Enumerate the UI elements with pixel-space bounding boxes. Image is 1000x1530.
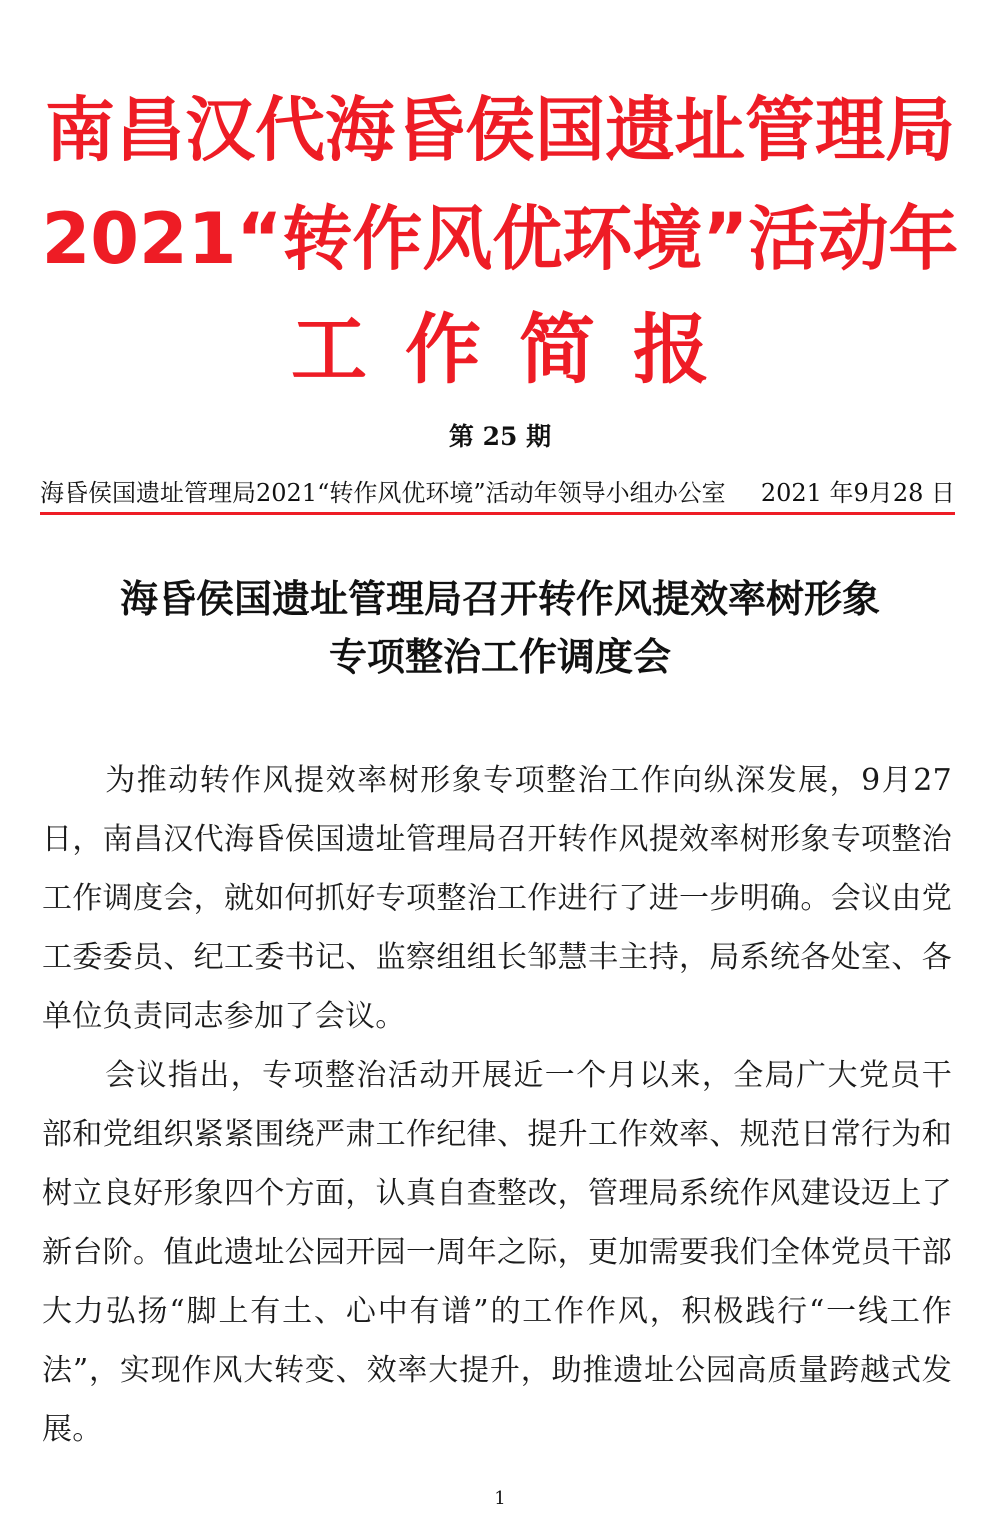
article-paragraph	[42, 751, 952, 1046]
article-title-line2: 专项整治工作调度会	[328, 634, 671, 679]
page-number: 1	[494, 1488, 506, 1509]
article-title-line1: 海昏侯国遗址管理局召开转作风提效率树形象	[119, 576, 880, 621]
header-divider	[40, 512, 955, 515]
issuer-office: 海昏侯国遗址管理局2021“转作风优环境”活动年领导小组办公室	[40, 479, 726, 507]
issuer-row	[40, 474, 955, 512]
masthead-title-line3: 工作简报	[291, 305, 747, 394]
article-paragraph	[42, 1046, 952, 1459]
paragraph-text: 为推动转作风提效率树形象专项整治工作向纵深发展，9月27 日，南昌汉代海昏侯国遗址管理局召开转作风提效率树形象专项整治工作调度会，就如何抓好专项整治工作进行了进一步明确。会议由党工委委员、纪工委书记、监察组组长邹慧丰主持，局系统各处室、各单位负责同志参加了会议。	[42, 763, 952, 1034]
masthead-title-line1: 南昌汉代海昏侯国遗址管理局	[45, 89, 955, 171]
masthead-title-line2: 2021“转作风优环境”活动年	[41, 198, 959, 280]
paragraph-text: 会议指出，专项整治活动开展近一个月以来，全局广大党员干部和党组织紧紧围绕严肃工作纪律、提升工作效率、规范日常行为和树立良好形象四个方面，认真自查整改，管理局系统作风建设迈上了新台阶。值此遗址公园开园一周年之际，更加需要我们全体党员干部大力弘扬“脚上有土、心中有谱”的工作作风，积极践行“一线工作法”，实现作风大转变、效率大提升，助推遗址公园高质量跨越式发展。	[42, 1058, 952, 1447]
issue-date: 2021 年9月28 日	[760, 479, 955, 507]
issue-number: 第 25 期	[448, 422, 552, 451]
